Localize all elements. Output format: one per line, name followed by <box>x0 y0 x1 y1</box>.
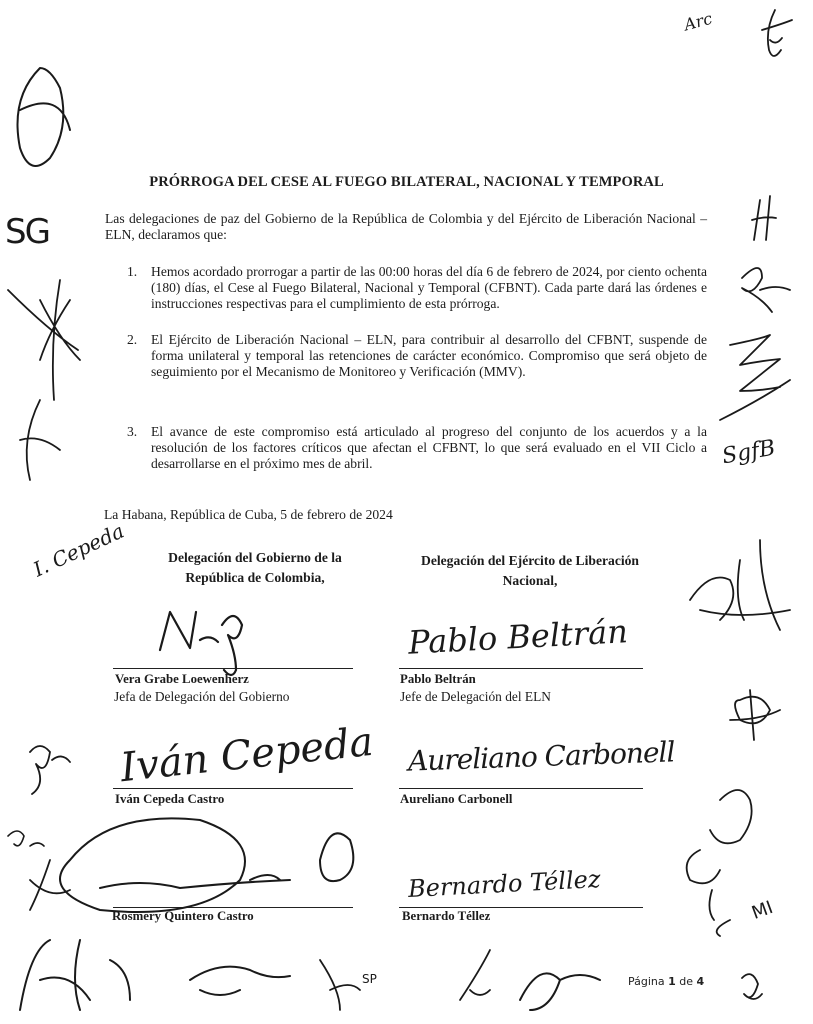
heading-line: Delegación del Gobierno de la <box>168 550 342 565</box>
item-number: 1. <box>127 264 138 279</box>
beltran-signature: Pablo Beltrán <box>407 612 629 662</box>
page-prefix: Página <box>628 975 665 988</box>
signatory-name-tellez: Bernardo Téllez <box>402 909 491 923</box>
right-initials-mi: MI <box>749 897 776 924</box>
page-separator: de <box>679 975 694 988</box>
signatory-name-quintero: Rosmery Quintero Castro <box>112 909 254 923</box>
item-number: 2. <box>127 332 138 347</box>
signatory-name-carbonell: Aureliano Carbonell <box>400 792 513 806</box>
signatory-role-beltran: Jefe de Delegación del ELN <box>400 689 551 704</box>
page-number <box>628 975 704 988</box>
item-text: El Ejército de Liberación Nacional – ELN, para contribuir al desarrollo del CFBNT, suspende de forma unilateral y temporal las retenciones de carácter económico. Compromiso que será objeto de seguimiento por el Mecanismo de Monitoreo y Verificación (MMV). <box>151 332 707 379</box>
heading-line: Delegación del Ejército de Liberación <box>421 553 639 568</box>
heading-line: Nacional, <box>502 573 558 588</box>
left-initials-cepeda: I. Cepeda <box>29 518 128 582</box>
heading-line: República de Colombia, <box>185 570 325 585</box>
item-text: Hemos acordado prorrogar a partir de las 00:00 horas del día 6 de febrero de 2024, por ciento ochenta (180) días, el Cese al Fuego Bilateral, Nacional y Temporal (CFBNT). Cada parte dará las órdenes e instrucciones respectivas para el cumplimiento de esta prórroga. <box>151 264 707 311</box>
carbonell-signature: Aureliano Carbonell <box>407 735 675 778</box>
signatory-name-cepeda: Iván Cepeda Castro <box>115 792 225 806</box>
top-initials: Arc <box>682 8 715 35</box>
tellez-signature: Bernardo Téllez <box>407 864 602 904</box>
signatory-name-grabe: Vera Grabe Loewenherz <box>115 672 249 686</box>
signatory-role-grabe: Jefa de Delegación del Gobierno <box>114 689 290 704</box>
place-date: La Habana, República de Cuba, 5 de febrero de 2024 <box>104 507 393 522</box>
document-title: PRÓRROGA DEL CESE AL FUEGO BILATERAL, NACIONAL Y TEMPORAL <box>149 174 664 190</box>
item-text: El avance de este compromiso está articulado al progreso del conjunto de los acuerdos y a la resolución de los factores críticos que afectan el CFBNT, lo que será evaluado en el VII Ciclo a desarrollarse en el próximo mes de abril. <box>151 424 707 471</box>
left-initials-sg: SG <box>5 212 49 252</box>
right-initials: SgfB <box>720 435 778 470</box>
intro-paragraph: Las delegaciones de paz del Gobierno de la República de Colombia y del Ejército de Liberación Nacional – ELN, declaramos que: <box>105 211 707 242</box>
signatory-name-beltran: Pablo Beltrán <box>400 672 476 686</box>
bottom-initials-sp: SP <box>362 972 377 986</box>
page-current: 1 <box>668 975 676 988</box>
cepeda-signature: Iván Cepeda <box>118 718 376 792</box>
page-total: 4 <box>696 975 705 988</box>
item-number: 3. <box>127 424 138 439</box>
